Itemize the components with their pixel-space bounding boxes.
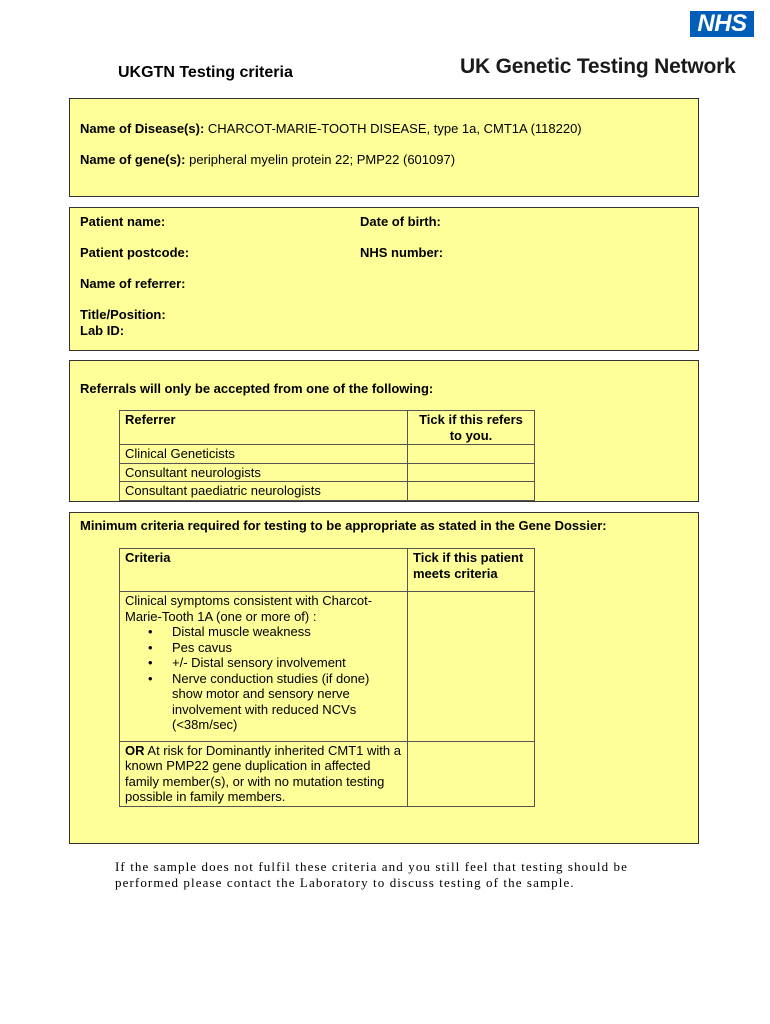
list-item: [148, 655, 402, 671]
criteria-table: [119, 548, 535, 807]
table-row: [120, 482, 535, 501]
tick-cell[interactable]: [408, 463, 535, 482]
criteria-cell-symptoms: [120, 592, 408, 742]
page-title: UKGTN Testing criteria: [118, 64, 293, 81]
list-item: [148, 624, 402, 640]
disease-label: Name of Disease(s):: [80, 121, 205, 136]
patient-postcode-field[interactable]: Patient postcode:: [80, 245, 190, 260]
lab-id-field[interactable]: Lab ID:: [80, 323, 125, 338]
table-header-row: [120, 411, 535, 445]
table-row: [120, 463, 535, 482]
bullet-icon: •: [148, 639, 153, 655]
bullet-icon: •: [148, 624, 153, 639]
gene-label: Name of gene(s):: [80, 152, 186, 167]
bullet-icon: •: [148, 670, 153, 686]
criteria-cell-at-risk: [120, 741, 408, 806]
list-item: [148, 670, 402, 733]
referrals-intro: Referrals will only be accepted from one of the following:: [80, 381, 434, 396]
bullet-icon: •: [148, 655, 153, 670]
bullet-text: Nerve conduction studies (if done) show motor and sensory nerve involvement with reduced NCVs (<38m/sec): [172, 670, 370, 732]
nhs-logo: NHS: [690, 11, 754, 37]
criteria-intro: Minimum criteria required for testing to be appropriate as stated in the Gene Dossier:: [80, 518, 607, 533]
referrer-table: [119, 410, 535, 501]
criteria-section: [69, 512, 699, 844]
table-row: [120, 592, 535, 742]
tick-column-header: Tick if this refers to you.: [408, 411, 535, 445]
disease-section: [69, 98, 699, 197]
org-name: UK Genetic Testing Network: [460, 55, 736, 78]
table-row: [120, 445, 535, 464]
referrer-cell: Clinical Geneticists: [120, 445, 408, 464]
list-item: [148, 639, 402, 656]
referrer-column-header: Referrer: [120, 411, 408, 445]
tick-cell[interactable]: [408, 592, 535, 742]
tick-cell[interactable]: [408, 741, 535, 806]
title-position-field[interactable]: Title/Position:: [80, 307, 166, 322]
gene-line: [80, 152, 690, 168]
symptoms-text: Clinical symptoms consistent with Charcot-Marie-Tooth 1A (one or more of) :: [125, 593, 373, 624]
referrer-cell: Consultant paediatric neurologists: [120, 482, 408, 501]
table-header-row: [120, 549, 535, 592]
gene-value: peripheral myelin protein 22; PMP22 (601097): [189, 152, 456, 167]
patient-section: [69, 207, 699, 351]
or-label: OR: [125, 742, 145, 758]
bullet-text: Distal muscle weakness: [172, 624, 311, 639]
disease-value: CHARCOT-MARIE-TOOTH DISEASE, type 1a, CMT1A (118220): [207, 121, 582, 136]
criteria-column-header: Criteria: [120, 549, 408, 592]
date-of-birth-field[interactable]: Date of birth:: [360, 214, 441, 229]
referrer-name-field[interactable]: Name of referrer:: [80, 276, 186, 291]
bullet-text: Pes cavus: [172, 639, 232, 655]
symptoms-list: [125, 624, 402, 733]
at-risk-text: At risk for Dominantly inherited CMT1 with a known PMP22 gene duplication in affected family member(s), or with no mutation testing possible in family members.: [125, 742, 401, 804]
table-row: [120, 741, 535, 806]
nhs-number-field[interactable]: NHS number:: [360, 245, 444, 260]
patient-name-field[interactable]: Patient name:: [80, 214, 166, 229]
disease-line: [80, 121, 690, 137]
bullet-text: +/- Distal sensory involvement: [172, 655, 346, 670]
tick-cell[interactable]: [408, 445, 535, 464]
referrals-section: [69, 360, 699, 502]
meets-criteria-column-header: Tick if this patient meets criteria: [408, 549, 535, 592]
referrer-cell: Consultant neurologists: [120, 463, 408, 482]
footer-note: If the sample does not fulfil these criteria and you still feel that testing should be performed please contact the Laboratory to discuss testing of the sample.: [115, 859, 629, 890]
tick-cell[interactable]: [408, 482, 535, 501]
